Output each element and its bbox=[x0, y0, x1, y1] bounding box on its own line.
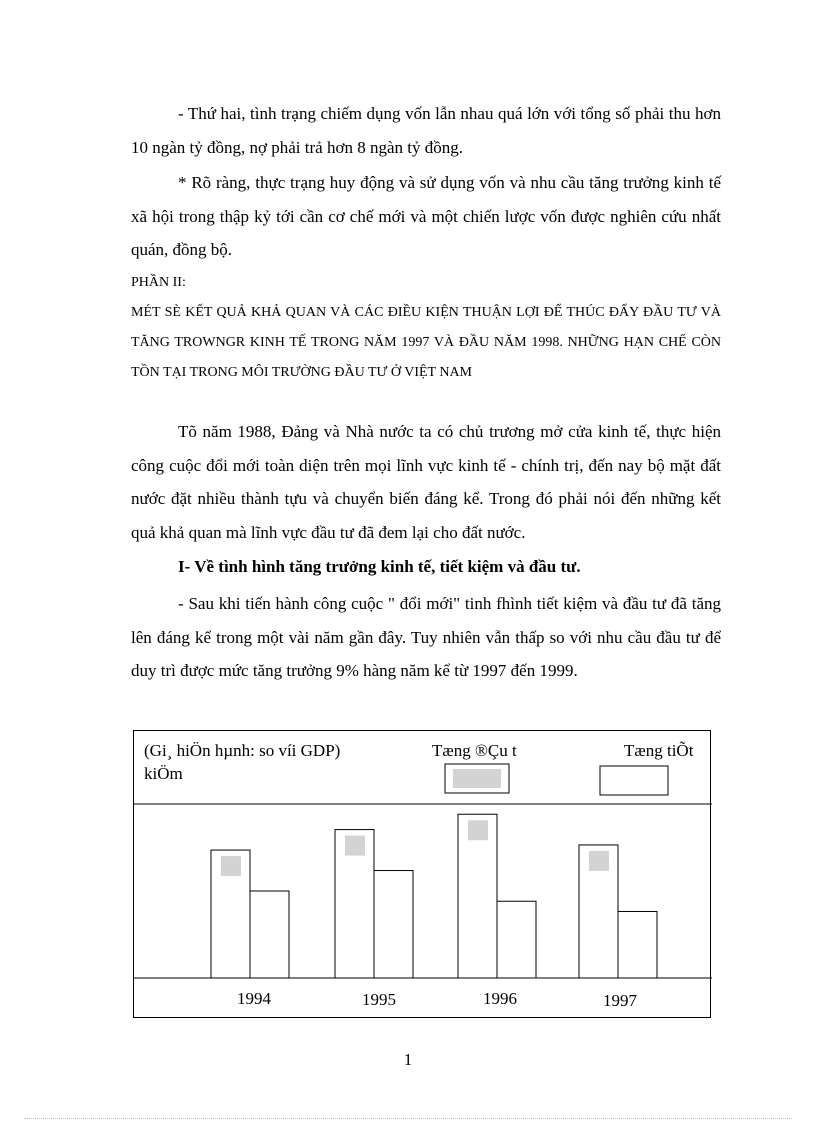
x-tick-label-1994: 1994 bbox=[237, 989, 271, 1008]
legend-label-investment: Tæng ®Çu t bbox=[432, 741, 517, 760]
bar-marker-1996 bbox=[468, 820, 488, 840]
x-tick-label-1997: 1997 bbox=[603, 991, 637, 1010]
legend-swatch-investment-fill bbox=[453, 769, 501, 788]
part-label: PHẦN II: bbox=[131, 275, 186, 290]
part-title: MÉT SÈ KẾT QUẢ KHẢ QUAN VÀ CÁC ĐIỀU KIỆN THUẬN LỢI ĐỂ THÚC ĐẨY ĐẦU TƯ VÀ TĂNG TROWNGR KINH TẾ TRONG NĂM 1997 VÀ ĐẦU NĂM 1998. NHỮNG HẠN CHẾ CÒN TỒN TẠI TRONG MÔI TRƯỜNG ĐẦU TƯ Ở VIỆT NAM bbox=[131, 305, 721, 380]
footer-rule bbox=[24, 1118, 792, 1119]
legend-swatch-savings bbox=[600, 766, 668, 795]
bar-marker-1995 bbox=[345, 836, 365, 856]
chart-title-line2: kiÖm bbox=[144, 764, 183, 783]
x-tick-label-1996: 1996 bbox=[483, 989, 517, 1008]
bar-savings-1995 bbox=[374, 871, 413, 978]
bar-savings-1994 bbox=[250, 891, 289, 978]
section-title: I- Về tình hình tăng trưởng kinh tế, tiết kiệm và đầu tư. bbox=[178, 557, 581, 576]
bar-marker-1994 bbox=[221, 856, 241, 876]
investment-savings-chart bbox=[133, 730, 711, 1018]
page-number: 1 bbox=[403, 1050, 413, 1069]
bar-savings-1997 bbox=[618, 911, 657, 978]
paragraph-4: - Sau khi tiến hành công cuộc " đổi mới" tinh fhình tiết kiệm và đầu tư đã tăng lên đáng kể trong một vài năm gần đây. Tuy nhiên vẫn thấp so với nhu cầu đầu tư để duy trì được mức tăng trưởng 9% hàng năm kể từ 1997 đến 1999. bbox=[131, 594, 721, 680]
bar-marker-1997 bbox=[589, 851, 609, 871]
chart-canvas bbox=[134, 731, 712, 1019]
x-tick-label-1995: 1995 bbox=[362, 990, 396, 1009]
legend-label-savings: Tæng tiÕt bbox=[624, 741, 694, 760]
bars-layer bbox=[211, 814, 657, 978]
bar-savings-1996 bbox=[497, 901, 536, 978]
paragraph-2: * Rõ ràng, thực trạng huy động và sử dụng vốn và nhu cầu tăng trưởng kinh tế xã hội trong thập kỷ tới cần cơ chế mới và một chiến lược vốn được nghiên cứu nhất quán, đồng bộ. bbox=[131, 173, 721, 259]
paragraph-1: - Thứ hai, tình trạng chiếm dụng vốn lẫn nhau quá lớn với tổng số phải thu hơn 10 ngàn tỷ đồng, nợ phải trả hơn 8 ngàn tỷ đồng. bbox=[131, 104, 721, 157]
labels-layer bbox=[237, 989, 638, 1010]
chart-title: (Gi¸ hiÖn hµnh: so víi GDP) bbox=[144, 741, 341, 760]
paragraph-3: Tõ năm 1988, Đảng và Nhà nước ta có chủ trương mở cửa kinh tế, thực hiện công cuộc đổi mới toàn diện trên mọi lĩnh vực kinh tế - chính trị, đến nay bộ mặt đất nước đặt nhiều thành tựu và chuyển biến đáng kể. Trong đó phải nói đến những kết quả khả quan mà lĩnh vực đầu tư đã đem lại cho đất nước. bbox=[131, 422, 721, 542]
